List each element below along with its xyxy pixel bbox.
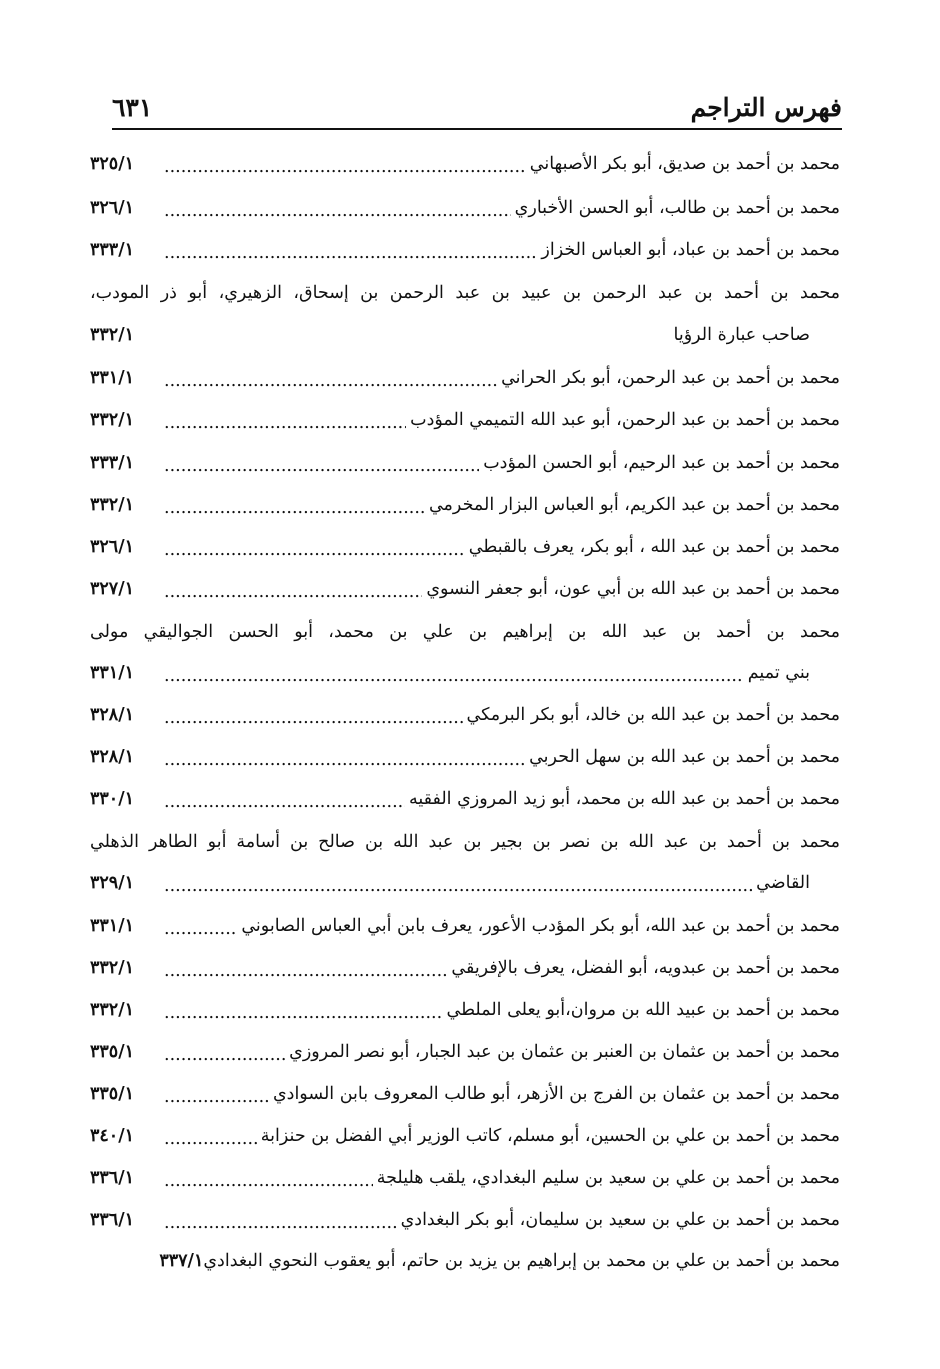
leader-dots [164,456,479,474]
leader-dots [164,750,525,768]
entry-text: محمد بن أحمد بن علي بن الحسين، أبو مسلم، كاتب الوزير أبي الفضل بن حنزابة [260,1126,840,1146]
leader-dots [164,919,237,937]
entry-ref: ٣٣٢/١ [90,1000,134,1020]
list-item [90,358,840,398]
entry-text: محمد بن أحمد بن عبد الكريم، أبو العباس البزار المخرمي [428,495,840,515]
leader-dots [164,413,406,431]
entry-text: محمد بن أحمد بن عبد الله بن إبراهيم بن علي بن محمد، أبو الحسن الجواليقي مولى [90,622,840,642]
entry-ref: ٣٢٥/١ [90,154,134,174]
entry-ref: ٣٣٥/١ [90,1084,134,1104]
leader-dots [164,157,526,175]
entry-text: محمد بن أحمد بن عبيد الله بن مروان،أبو يعلى الملطي [446,1000,840,1020]
entry-text: محمد بن أحمد بن عبد الله ، أبو بكر، يعرف بالقبطي [468,537,840,557]
entry-text: محمد بن أحمد بن عبد الله بن أبي عون، أبو جعفر النسوي [426,579,840,599]
page-title: فهرس التراجم [690,93,842,122]
list-item [90,695,840,735]
leader-dots [164,243,537,261]
entry-ref: ٣٤٠/١ [90,1126,134,1146]
entry-ref: ٣٣١/١ [90,368,134,388]
page-number: ٦٣١ [112,93,153,122]
leader-dots [164,582,422,600]
list-item [90,569,840,609]
entry-text: محمد بن أحمد بن عبد الله بن خالد، أبو بكر البرمكي [466,705,840,725]
entries-list [90,0,840,1369]
entry-text: محمد بن أحمد بن علي بن سعيد بن سليم البغدادي، يلقب هليلجة [376,1168,840,1188]
entry-text: محمد بن أحمد بن عبدويه، أبو الفضل، يعرف بالإفريقي [451,958,840,978]
entry-ref: ٣٢٩/١ [90,873,134,893]
list-item [90,779,840,819]
leader-dots [164,1129,257,1147]
entry-text: محمد بن أحمد بن عبد الله، أبو بكر المؤدب الأعور، يعرف بابن أبي العباس الصابوني [241,916,840,936]
entry-text: القاضي [756,873,810,893]
entry-text: محمد بن أحمد بن عثمان بن العنبر بن عثمان بن عبد الجبار، أبو نصر المروزي [289,1042,840,1062]
entry-ref: ٣٢٧/١ [90,579,134,599]
leader-dots [164,1213,397,1231]
list-item [90,1074,840,1114]
list-item [90,315,840,355]
leader-dots [164,1045,285,1063]
entry-text: محمد بن أحمد بن عثمان بن الفرج بن الأزهر، أبو طالب المعروف بابن السوادي [272,1084,840,1104]
list-item [90,948,840,988]
entry-text: محمد بن أحمد بن عبد الرحمن، أبو بكر الحراني [501,368,840,388]
entry-ref: ٣٢٦/١ [90,537,134,557]
list-item [90,737,840,777]
list-item [90,1032,840,1072]
list-item [90,822,840,862]
entry-ref: ٣٣٥/١ [90,1042,134,1062]
entry-text: محمد بن أحمد بن طالب، أبو الحسن الأخباري [514,198,840,218]
entry-ref: ٣٣٢/١ [90,325,134,345]
leader-dots [164,792,405,810]
leader-dots [164,1087,269,1105]
list-item [90,188,840,228]
list-item [90,1116,840,1156]
entry-ref: ٣٣١/١ [90,663,134,683]
entry-ref: ٣٣٣/١ [90,453,134,473]
list-item [90,230,840,270]
entry-text: صاحب عبارة الرؤيا [673,325,810,345]
list-item [90,144,840,184]
leader-dots [164,1003,442,1021]
entry-text: محمد بن أحمد بن عبد الرحمن بن عبيد بن عبد الرحمن بن إسحاق، الزهيري، أبو ذر المودب، [90,283,840,303]
entry-text: محمد بن أحمد بن عبد الله بن نصر بن بجير بن عبد الله بن صالح بن أسامة أبو الطاهر الذهلي [90,832,840,852]
list-item [90,485,840,525]
leader-dots [164,961,447,979]
leader-dots [164,540,465,558]
entry-text: بني تميم [747,663,810,683]
leader-dots [164,1171,373,1189]
entry-text: محمد بن أحمد بن علي بن محمد بن إبراهيم بن يزيد بن حاتم، أبو يعقوب النحوي البغدادي [203,1251,840,1271]
list-item [90,527,840,567]
entry-text: محمد بن أحمد بن عبد الرحيم، أبو الحسن المؤدب [483,453,840,473]
list-item [90,612,840,652]
leader-dots [164,708,463,726]
list-item [68,1241,840,1281]
entry-text: محمد بن أحمد بن صديق، أبو بكر الأصبهاني [529,154,840,174]
entry-ref: ٣٣٠/١ [90,789,134,809]
entry-ref: ٣٣٢/١ [90,958,134,978]
list-item [90,443,840,483]
list-item [90,1158,840,1198]
leader-dots [164,498,425,516]
leader-dots [164,666,744,684]
entry-text: محمد بن أحمد بن عبد الرحمن، أبو عبد الله التميمي المؤدب [410,410,840,430]
entry-text: محمد بن أحمد بن عبد الله بن سهل الحربي [529,747,840,767]
list-item [90,400,840,440]
entry-ref: ٣٣٢/١ [90,410,134,430]
list-item [90,1200,840,1240]
entry-ref: ٣٣٢/١ [90,495,134,515]
entry-ref: ٣٣١/١ [90,916,134,936]
leader-dots [164,371,497,389]
entry-ref: ٣٢٦/١ [90,198,134,218]
entry-text: محمد بن أحمد بن عباد، أبو العباس الخزاز [541,240,840,260]
list-item [90,863,840,903]
entry-text: محمد بن أحمد بن علي بن سعيد بن سليمان، أبو بكر البغدادي [400,1210,840,1230]
list-item [90,990,840,1030]
leader-dots [164,876,752,894]
list-item [90,653,840,693]
entry-ref: ٣٣٦/١ [90,1168,134,1188]
list-item [90,906,840,946]
leader-dots [164,201,511,219]
entry-ref: ٣٣٣/١ [90,240,134,260]
entry-text: محمد بن أحمد بن عبد الله بن محمد، أبو زيد المروزي الفقيه [408,789,840,809]
entry-ref: ٣٣٦/١ [90,1210,134,1230]
list-item [90,273,840,313]
entry-ref: ٣٢٨/١ [90,705,134,725]
entry-ref: ٣٢٨/١ [90,747,134,767]
entry-ref: ٣٣٧/١ [159,1251,204,1271]
